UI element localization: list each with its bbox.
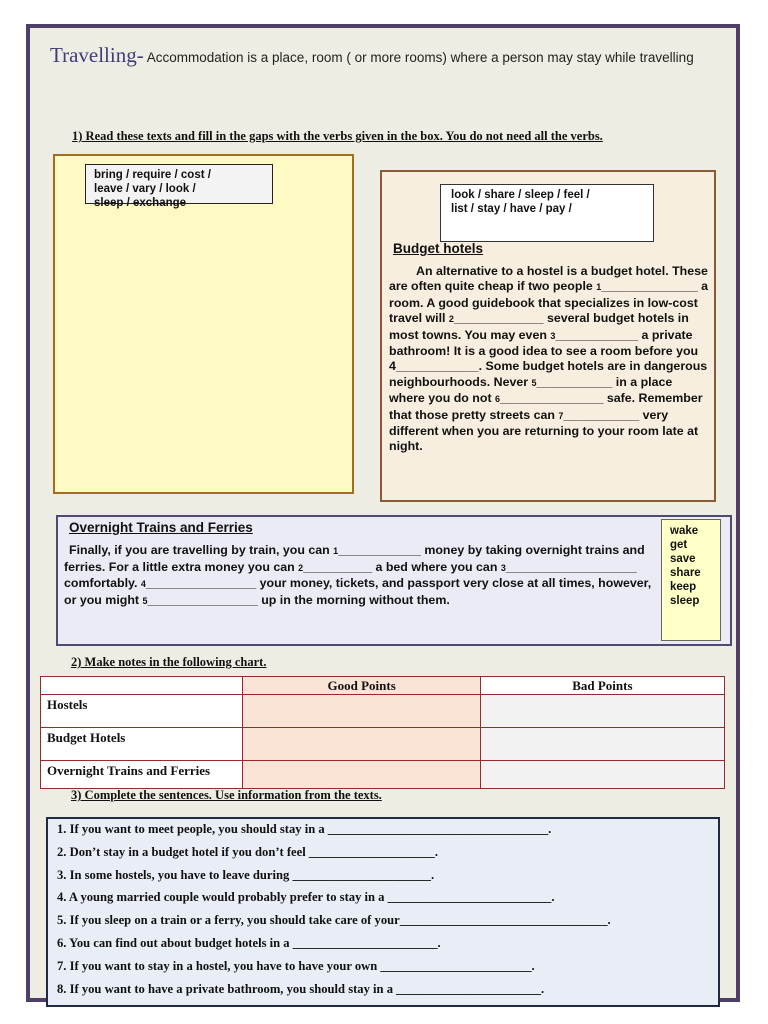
gap-number: 3: [500, 562, 506, 573]
verb-line: look / share / sleep / feel /: [451, 189, 590, 201]
sentence-item: 6. You can find out about budget hotels in a _______________________.: [57, 935, 441, 950]
verb-item: share: [670, 567, 701, 579]
gap-number: 1: [596, 282, 602, 293]
verb-box-1: [85, 164, 273, 209]
section3-instruction: 3) Complete the sentences. Use information from the texts.: [71, 788, 382, 802]
budget-hotels-text: [389, 264, 711, 455]
budget-hotels-heading: Budget hotels: [393, 241, 483, 256]
gap-number: 2: [448, 314, 454, 325]
text-segment: ____________. Some budget hotels are in dangerous neighbourhoods. Never: [389, 359, 708, 389]
chart-header-good: Good Points: [243, 677, 480, 695]
sentence-item: 7. If you want to stay in a hostel, you have to have your own ________________________.: [57, 958, 535, 973]
trains-ferries-heading: Overnight Trains and Ferries: [69, 520, 253, 535]
verb-item: keep: [670, 581, 697, 593]
sentence-item: 2. Don’t stay in a budget hotel if you don’t feel ____________________.: [57, 844, 438, 859]
text-segment: _____________ several budget hotels in most towns. You may even: [389, 311, 689, 342]
gap-number: 5: [531, 377, 537, 388]
sentence-list: [57, 822, 717, 1004]
bad-points-cell[interactable]: [480, 761, 724, 789]
verb-item: sleep: [670, 595, 700, 607]
trains-ferries-text: [64, 543, 656, 609]
good-points-cell[interactable]: [243, 695, 480, 728]
verb-line: list / stay / have / pay /: [451, 203, 572, 215]
chart-row: [41, 695, 725, 728]
gap-number: 6: [495, 394, 501, 405]
section2-instruction: 2) Make notes in the following chart.: [71, 655, 267, 669]
title-word: Travelling-: [50, 43, 144, 67]
text-segment: ________________ your money, tickets, and passport very close at all times, however, or you might: [64, 576, 652, 607]
gap-number: 3: [550, 330, 556, 341]
chart-row: [41, 728, 725, 761]
text-segment: ________________ up in the morning without them.: [147, 592, 450, 607]
chart-header-blank: [41, 677, 243, 695]
text-segment: ___________________ comfortably.: [64, 559, 637, 591]
verb-line: sleep / exchange: [94, 197, 187, 209]
verb-line: leave / vary / look /: [94, 183, 196, 195]
title-definition: Accommodation is a place, room ( or more rooms) where a person may stay while travelling: [143, 50, 694, 65]
verb-item: wake: [670, 525, 699, 537]
text-segment: ____________ a private bathroom! It is a good idea to see a room before you: [389, 327, 699, 359]
verb-item: get: [670, 539, 688, 551]
text-segment: ___________ in a place where you do not: [389, 374, 673, 406]
verb-box-3: [661, 519, 721, 641]
sentence-item: 8. If you want to have a private bathroom, you should stay in a _______________________.: [57, 981, 545, 996]
chart-row-label: Budget Hotels: [41, 728, 243, 761]
text-segment: __________ a bed where you can: [303, 559, 501, 574]
sentence-item: 1. If you want to meet people, you should stay in a ___________________________________.: [57, 822, 552, 836]
text-segment: ____________ money by taking overnight trains and ferries. For a little extra money you can: [64, 543, 645, 574]
text-segment: An alternative to a hostel is a budget hotel. These are often quite cheap if two people: [389, 264, 708, 294]
gap-number: 4: [389, 359, 396, 374]
text-segment: ___________ very different when you are returning to your room late at night.: [389, 407, 699, 454]
verb-item: save: [670, 553, 696, 565]
sentence-item: 3. In some hostels, you have to leave during ______________________.: [57, 867, 435, 882]
verb-line: bring / require / cost /: [94, 169, 211, 181]
gap-number: 7: [558, 410, 564, 421]
gap-number: 5: [142, 595, 148, 606]
good-points-cell[interactable]: [243, 761, 480, 789]
chart-header-row: [41, 677, 725, 695]
sentence-item: 5. If you sleep on a train or a ferry, you should take care of your_________________________________.: [57, 913, 611, 928]
gap-number: 1: [333, 546, 339, 556]
worksheet-title: [50, 43, 700, 67]
notes-chart: [40, 676, 725, 789]
gap-number: 4: [140, 579, 146, 590]
text-segment: ______________ a room. A good guidebook that specializes in low-cost travel will: [389, 279, 709, 326]
gap-number: 2: [298, 562, 304, 573]
good-points-cell[interactable]: [243, 728, 480, 761]
verb-box-2: [440, 184, 654, 242]
bad-points-cell[interactable]: [480, 695, 724, 728]
chart-row-label: Hostels: [41, 695, 243, 728]
chart-header-bad: Bad Points: [480, 677, 724, 695]
section1-instruction: 1) Read these texts and fill in the gaps with the verbs given in the box. You do not need all the verbs.: [72, 129, 603, 143]
chart-row: [41, 761, 725, 789]
text-segment: Finally, if you are travelling by train, you can: [69, 543, 334, 557]
bad-points-cell[interactable]: [480, 728, 724, 761]
chart-row-label: Overnight Trains and Ferries: [41, 761, 243, 789]
sentence-item: 4. A young married couple would probably prefer to stay in a __________________________.: [57, 890, 555, 905]
text-segment: _______________ safe. Remember that those pretty streets can: [389, 391, 703, 422]
